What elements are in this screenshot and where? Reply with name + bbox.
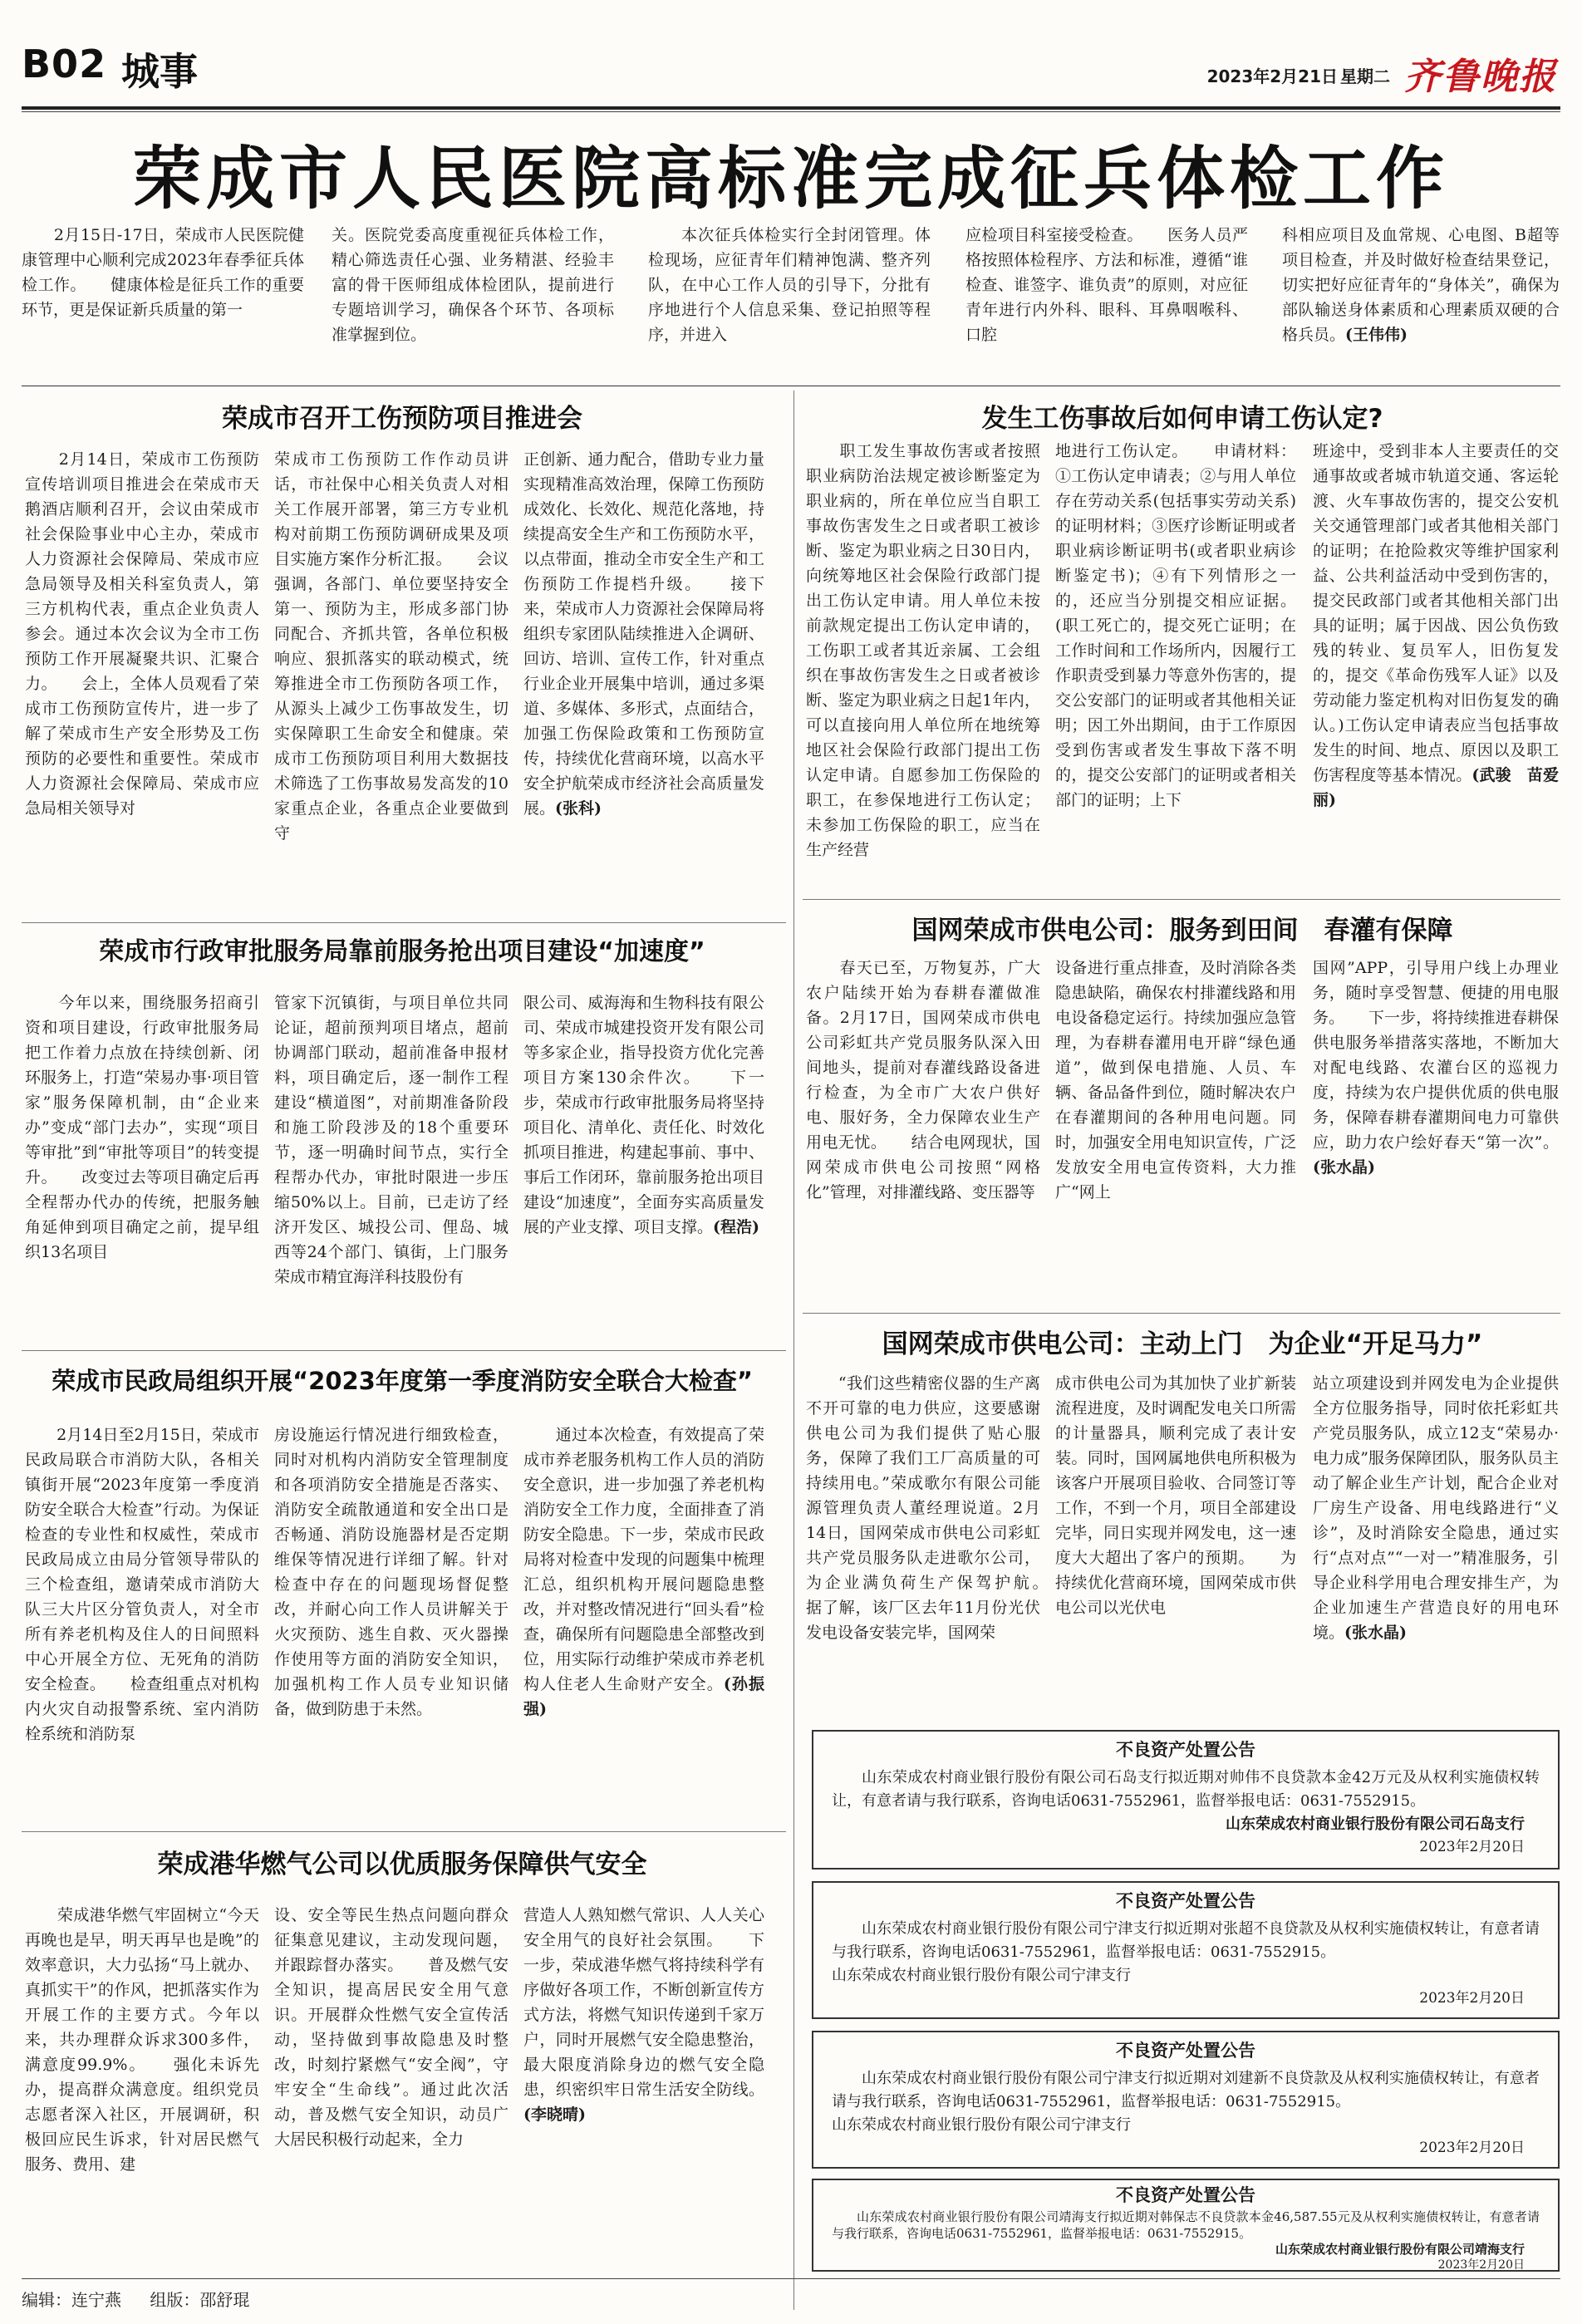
center-divider (793, 391, 794, 2310)
article-injury-project-col-3 (523, 447, 764, 912)
article-gas-col-3-text: 营造人人熟知燃气常识、人人关心安全用气的良好社会氛围。 下一步，荣成港华燃气将持续科学有序做好各项工作，不断创新宣传方式方法，将燃气知识传递到千家万户，同时开展燃气安全隐患整治，最大限度消除身边的燃气安全隐患，织密织牢日常生活安全防线。 (523, 1906, 764, 2099)
footer-editor: 编辑：连宁燕 (22, 2290, 121, 2310)
article-injury-project-title: 荣成市召开工伤预防项目推进会 (222, 404, 582, 434)
right-divider-2 (803, 1313, 1560, 1314)
notice-2-date: 2023年2月20日 (1419, 1990, 1525, 2007)
masthead-rule (22, 106, 1560, 110)
notice-1-date: 2023年2月20日 (1419, 1839, 1525, 1855)
article-power-field-col-3-text: 国网”APP，引导用户线上办理业务，随时享受智慧、便捷的用电服务。 下一步，将持续推进春耕保供电服务举措落实落地，不断加大对配电线路、农灌台区的巡视力度，持续为农户提供优质的供电服务，保障春耕春灌期间电力可靠供应，助力农户绘好春天“第一次”。 (1313, 959, 1559, 1152)
article-approval-title: 荣成市行政审批服务局靠前服务抢出项目建设“加速度” (99, 937, 705, 966)
left-divider-2 (22, 1350, 786, 1351)
article-gas-col-3 (523, 1903, 764, 2277)
lead-article-col-4: 应检项目科室接受检查。 医务人员严格按照体检程序、方法和标准，遵循“谁检查、谁签字、谁负责”的原则，对应征青年进行内外科、眼科、耳鼻咽喉科、口腔 (965, 226, 1248, 344)
lead-article-col-1: 2月15日-17日，荣成市人民医院健康管理中心顺利完成2023年春季征兵体检工作。 健康体检是征兵工作的重要环节，更是保证新兵质量的第一 (22, 226, 304, 319)
article-approval-byline: (程浩) (713, 1218, 759, 1236)
notice-2-title: 不良资产处置公告 (1116, 1891, 1255, 1911)
article-power-field-byline: (张水晶) (1313, 1158, 1375, 1177)
lead-article-col-2: 关。医院党委高度重视征兵体检工作，精心筛选责任心强、业务精湛、经验丰富的骨干医师组成体检团队，提前进行专题培训学习，确保各个环节、各项标准掌握到位。 (332, 226, 614, 344)
article-power-field-title: 国网荣成市供电公司：服务到田间 春灌有保障 (911, 916, 1453, 946)
article-injury-project-col-1: 2月14日，荣成市工伤预防宣传培训项目推进会在荣成市天鹅酒店顺利召开，会议由荣成市社会保险事业中心主办，荣成市人力资源社会保障局、荣成市应急局领导及相关科室负责人，第三方机构代表，重点企业负责人参会。通过本次会议为全市工伤预防工作开展凝聚共识、汇聚合力。 会上，全体人员观看了荣成市工伤预防宣传片，进一步了解了荣成市生产安全形势及工伤预防的必要性和重要性。荣成市人力资源社会保障局、荣成市应急局相关领导对 (25, 450, 259, 818)
article-power-field-col-2: 设备进行重点排查，及时消除各类隐患缺陷，确保农村排灌线路和用电设备稳定运行。持续加强应急管理，为春耕春灌用电开辟“绿色通道”，做到保电措施、人员、车辆、备品备件到位，随时解决农户在春灌期间的各种用电问题。同时，加强安全用电知识宣传，广泛发放安全用电宣传资料，大力推广“网上 (1055, 959, 1296, 1201)
footer (22, 2287, 273, 2311)
notice-4-body: 山东荣成农村商业银行股份有限公司靖海支行拟近期对韩保志不良贷款本金46,587.55元及从权利实施债权转让，有意者请与我行联系，咨询电话0631-7552961，监督举报电话：0631-7552915。 (832, 2209, 1540, 2241)
article-work-injury-col-3 (1313, 439, 1559, 887)
article-power-field-col-3 (1313, 956, 1559, 1304)
article-power-enterprise-col-3-text: 站立项建设到并网发电为企业提供全方位服务指导，同时依托彩虹共产党员服务队，成立12支“荣易办·电力成”服务保障团队，服务队员主动了解企业生产计划，配合企业对厂房生产设备、用电线路进行“义诊”，及时消除安全隐患，通过实行“点对点”“一对一”精准服务，引导企业科学用电合理安排生产，为企业加速生产营造良好的用电环境。 (1313, 1374, 1559, 1642)
article-fire-check-col-3 (523, 1422, 764, 1838)
article-gas-byline: (李晓晴) (523, 2105, 586, 2124)
article-approval-col-2: 管家下沉镇街，与项目单位共同论证，超前预判项目堵点，超前协调部门联动，超前准备申报材料，项目确定后，逐一制作工程建设“横道图”，对前期准备阶段和施工阶段涉及的18个重要环节，逐一明确时间节点，实行全程帮办代办，审批时限进一步压缩50%以上。目前，已走访了经济开发区、城投公司、俚岛、城西等24个部门、镇街，上门服务荣成市精宜海洋科技股份有 (274, 994, 508, 1286)
article-injury-project-col-2: 荣成市工伤预防工作作动员讲话，市社保中心相关负责人对相关工作展开部署，第三方专业机构对前期工伤预防调研成果及项目实施方案作分析汇报。 会议强调，各部门、单位要坚持安全第一、预防为主，形成多部门协同配合、齐抓共管，各单位积极响应、狠抓落实的联动模式，统筹推进全市工伤预防各项工作，从源头上减少工伤事故发生，切实保障职工生命安全和健康。荣成市工伤预防项目利用大数据技术筛选了工伤事故易发高发的10家重点企业，各重点企业要做到守 (274, 450, 508, 843)
article-work-injury-byline: (武骏 苗爱丽) (1313, 766, 1559, 809)
article-fire-check-title: 荣成市民政局组织开展“2023年度第一季度消防安全联合大检查” (52, 1367, 753, 1395)
article-fire-check-col-1: 2月14日至2月15日，荣成市民政局联合市消防大队，各相关镇街开展“2023年度第一季度消防安全联合大检查”行动。为保证检查的专业性和权威性，荣成市民政局成立由局分管领导带队的三个检查组，邀请荣成市消防大队三大片区分管负责人，对全市所有养老机构及住人的日间照料中心开展全方位、无死角的消防安全检查。 检查组重点对机构内火灾自动报警系统、室内消防栓系统和消防泵 (25, 1426, 259, 1743)
notice-box-2 (812, 1881, 1560, 2019)
article-gas-title: 荣成港华燃气公司以优质服务保障供气安全 (157, 1850, 647, 1879)
article-work-injury-col-3-text: 班途中，受到非本人主要责任的交通事故或者城市轨道交通、客运轮渡、火车事故伤害的，提交公安机关交通管理部门或者其他相关部门的证明；在抢险救灾等维护国家利益、公共利益活动中受到伤害的，提交民政部门或者其他相关部门出具的证明；属于因战、因公负伤致残的转业、复员军人，旧伤复发的，提交《革命伤残军人证》以及劳动能力鉴定机构对旧伤复发的确认。)工伤认定申请表应当包括事故发生的时间、地点、原因以及职工伤害程度等基本情况。 (1313, 442, 1559, 784)
article-approval-col-3-text: 限公司、威海海和生物科技有限公司、荣成市城建投资开发有限公司等多家企业，指导投资方优化完善项目方案130余件次。 下一步，荣成市行政审批服务局将坚持项目化、清单化、责任化、时效化抓项目推进，构建起事前、事中、事后工作闭环，靠前服务抢出项目建设“加速度”，全面夯实高质量发展的产业支撑、项目支撑。 (523, 994, 764, 1236)
page-number: B02 (22, 42, 107, 86)
article-power-enterprise-title: 国网荣成市供电公司：主动上门 为企业“开足马力” (882, 1329, 1483, 1359)
notice-2-body: 山东荣成农村商业银行股份有限公司宁津支行拟近期对张超不良贷款及从权利实施债权转让，有意者请与我行联系，咨询电话0631-7552961，监督举报电话：0631-7552915。 (832, 1920, 1540, 1961)
masthead (22, 30, 1560, 105)
article-fire-check-col-2: 房设施运行情况进行细致检查，同时对机构内消防安全管理制度和各项消防安全措施是否落实、消防安全疏散通道和安全出口是否畅通、消防设施器材是否定期维保等情况进行详细了解。针对检查中存在的问题现场督促整改，并耐心向工作人员讲解关于火灾预防、逃生自救、灭火器操作使用等方面的消防安全知识，加强机构工作人员专业知识储备，做到防患于未然。 (274, 1426, 508, 1718)
notice-4-date: 2023年2月20日 (1437, 2258, 1525, 2272)
article-power-enterprise-col-1: “我们这些精密仪器的生产离不开可靠的电力供应，这要感谢供电公司为我们提供了贴心服务，保障了我们工厂高质量的可持续用电。”荣成歌尔有限公司能源管理负责人董经理说道。2月14日，国网荣成市供电公司彩虹共产党员服务队走进歌尔公司，为企业满负荷生产保驾护航。 据了解，该厂区去年11月份光伏发电设备安装完毕，国网荣 (806, 1374, 1040, 1642)
lead-article-col-3: 本次征兵体检实行全封闭管理。体检现场，应征青年们精神饱满、整齐列队，在中心工作人员的引导下，分批有序地进行个人信息采集、登记拍照等程序，并进入 (648, 226, 931, 344)
right-divider-1 (803, 899, 1560, 900)
article-gas-col-1: 荣成港华燃气牢固树立“今天再晚也是早，明天再早也是晚”的效率意识，大力弘扬“马上就办、真抓实干”的作风，把抓落实作为开展工作的主要方式。今年以来，共办理群众诉求300多件，满意度99.9%。 强化未诉先办，提高群众满意度。组织党员志愿者深入社区，开展调研，积极回应民生诉求，针对居民燃气服务、费用、建 (25, 1906, 259, 2174)
article-work-injury-col-1: 职工发生事故伤害或者按照职业病防治法规定被诊断鉴定为职业病的，所在单位应当自职工事故伤害发生之日或者职工被诊断、鉴定为职业病之日30日内，向统筹地区社会保险行政部门提出工伤认定申请。用人单位未按前款规定提出工伤认定申请的，工伤职工或者其近亲属、工会组织在事故伤害发生之日或者被诊断、鉴定为职业病之日起1年内，可以直接向用人单位所在地统筹地区社会保险行政部门提出工伤认定申请。自愿参加工伤保险的职工，在参保地进行工伤认定；未参加工伤保险的职工，应当在生产经营 (806, 442, 1040, 859)
article-approval-col-1: 今年以来，围绕服务招商引资和项目建设，行政审批服务局把工作着力点放在持续创新、闭环服务上，打造“荣易办事·项目管家”服务保障机制，由“企业来办”变成“部门去办”，实现“项目等审批”到“审批等项目”的转变提升。 改变过去等项目确定后再全程帮办代办的传统，把服务触角延伸到项目确定之前，提早组织13名项目 (25, 994, 259, 1261)
notice-3-body: 山东荣成农村商业银行股份有限公司宁津支行拟近期对刘建新不良贷款及从权利实施债权转让，有意者请与我行联系，咨询电话0631-7552961，监督举报电话：0631-7552915。 (832, 2070, 1540, 2110)
article-approval-col-3 (523, 990, 764, 1339)
lead-article-col-5-text: 科相应项目及血常规、心电图、B超等项目检查，并及时做好检查结果登记，切实把好应征青年的“身体关”，确保为部队输送身体素质和心理素质双硬的合格兵员。 (1282, 226, 1560, 344)
article-fire-check-col-3-text: 通过本次检查，有效提高了荣成市养老服务机构工作人员的消防安全意识，进一步加强了养老机构消防安全工作力度，全面排查了消防安全隐患。下一步，荣成市民政局将对检查中发现的问题集中梳理汇总，组织机构开展问题隐患整改，并对整改情况进行“回头看”检查，确保所有问题隐患全部整改到位，用实际行动维护荣成市养老机构人住老人生命财产安全。 (523, 1426, 764, 1693)
article-injury-project-byline: (张科) (555, 799, 602, 818)
left-divider-3 (22, 1831, 786, 1832)
lead-article-byline: (王伟伟) (1345, 326, 1408, 344)
notice-4-title: 不良资产处置公告 (1116, 2185, 1255, 2205)
article-power-enterprise-byline: (张水晶) (1344, 1624, 1407, 1642)
notice-1-issuer: 山东荣成农村商业银行股份有限公司石岛支行 (1226, 1815, 1525, 1833)
notice-1-title: 不良资产处置公告 (1116, 1740, 1255, 1760)
notice-box-1 (812, 1730, 1560, 1870)
notice-3-title: 不良资产处置公告 (1116, 2041, 1255, 2061)
article-work-injury-title: 发生工伤事故后如何申请工伤认定? (981, 404, 1383, 434)
footer-layout: 组版：邵舒琨 (150, 2290, 250, 2310)
article-fire-check-byline: (孙振强) (523, 1675, 764, 1718)
notice-2-issuer: 山东荣成农村商业银行股份有限公司宁津支行 (832, 1967, 1131, 1984)
article-gas-col-2: 设、安全等民生热点问题向群众征集意见建议，主动发现问题，并跟踪督办落实。 普及燃气安全知识，提高居民安全用气意识。开展群众性燃气安全宣传活动，坚持做到事故隐患及时整改，时刻拧紧燃气“安全阀”，守牢安全“生命线”。通过此次活动，普及燃气安全知识，动员广大居民积极行动起来，全力 (274, 1906, 508, 2149)
notice-4-issuer: 山东荣成农村商业银行股份有限公司靖海支行 (1275, 2242, 1525, 2257)
notice-1-body: 山东荣成农村商业银行股份有限公司石岛支行拟近期对帅伟不良贷款本金42万元及从权利实施债权转让，有意者请与我行联系，咨询电话0631-7552961，监督举报电话：0631-7552915。 (832, 1769, 1540, 1810)
footer-rule (22, 2278, 1560, 2279)
left-divider-1 (22, 922, 786, 923)
masthead-rule-thin (22, 111, 1560, 112)
notice-3-date: 2023年2月20日 (1419, 2140, 1525, 2156)
notice-box-4 (812, 2179, 1560, 2272)
notice-box-3 (812, 2031, 1560, 2169)
issue-date: 2023年2月21日 (1206, 66, 1338, 86)
section-name: 城事 (121, 49, 198, 94)
issue-weekday: 星期二 (1340, 66, 1390, 86)
article-power-enterprise-col-2: 成市供电公司为其加快了业扩新装流程进度，及时调配发电关口所需的计量器具，顺利完成了表计安装。同时，国网属地供电所积极为该客户开展项目验收、合同签订等工作，不到一个月，项目全部建设完毕，同日实现并网发电，这一速度大大超出了客户的预期。 为持续优化营商环境，国网荣成市供电公司以光伏电 (1055, 1374, 1296, 1617)
newspaper-logo: 齐鲁晚报 (1404, 56, 1557, 98)
notice-3-issuer: 山东荣成农村商业银行股份有限公司宁津支行 (832, 2116, 1131, 2134)
article-power-enterprise-col-3 (1313, 1371, 1559, 1718)
page-headline: 荣成市人民医院高标准完成征兵体检工作 (132, 140, 1449, 219)
lead-article-col-5 (1282, 223, 1560, 377)
article-work-injury-col-2: 地进行工伤认定。 申请材料：①工伤认定申请表；②与用人单位存在劳动关系(包括事实劳动关系)的证明材料；③医疗诊断证明或者职业病诊断证明书(或者职业病诊断鉴定书)；④有下列情形之一的，还应当分别提交相应证据。(职工死亡的，提交死亡证明；在工作时间和工作场所内，因履行工作职责受到暴力等意外伤害的，提交公安部门的证明或者其他相关证明；因工外出期间，由于工作原因受到伤害或者发生事故下落不明的，提交公安部门的证明或者相关部门的证明；上下 (1055, 442, 1296, 809)
article-injury-project-col-3-text: 正创新、通力配合，借助专业力量实现精准高效治理，保障工伤预防成效化、长效化、规范化落地，持续提高安全生产和工伤预防水平，以点带面，推动全市安全生产和工伤预防工作提档升级。 接下来，荣成市人力资源社会保障局将组织专家团队陆续推进入企调研、回访、培训、宣传工作，针对重点行业企业开展集中培训，通过多渠道、多媒体、多形式，点面结合，加强工伤保险政策和工伤预防宣传，持续优化营商环境，以高水平安全护航荣成市经济社会高质量发展。 (523, 450, 764, 818)
article-power-field-col-1: 春天已至，万物复苏，广大农户陆续开始为春耕春灌做准备。2月17日，国网荣成市供电公司彩虹共产党员服务队深入田间地头，提前对春灌线路设备进行检查，为全市广大农户供好电、服好务，全力保障农业生产用电无忧。 结合电网现状，国网荣成市供电公司按照“网格化”管理，对排灌线路、变压器等 (806, 959, 1040, 1201)
